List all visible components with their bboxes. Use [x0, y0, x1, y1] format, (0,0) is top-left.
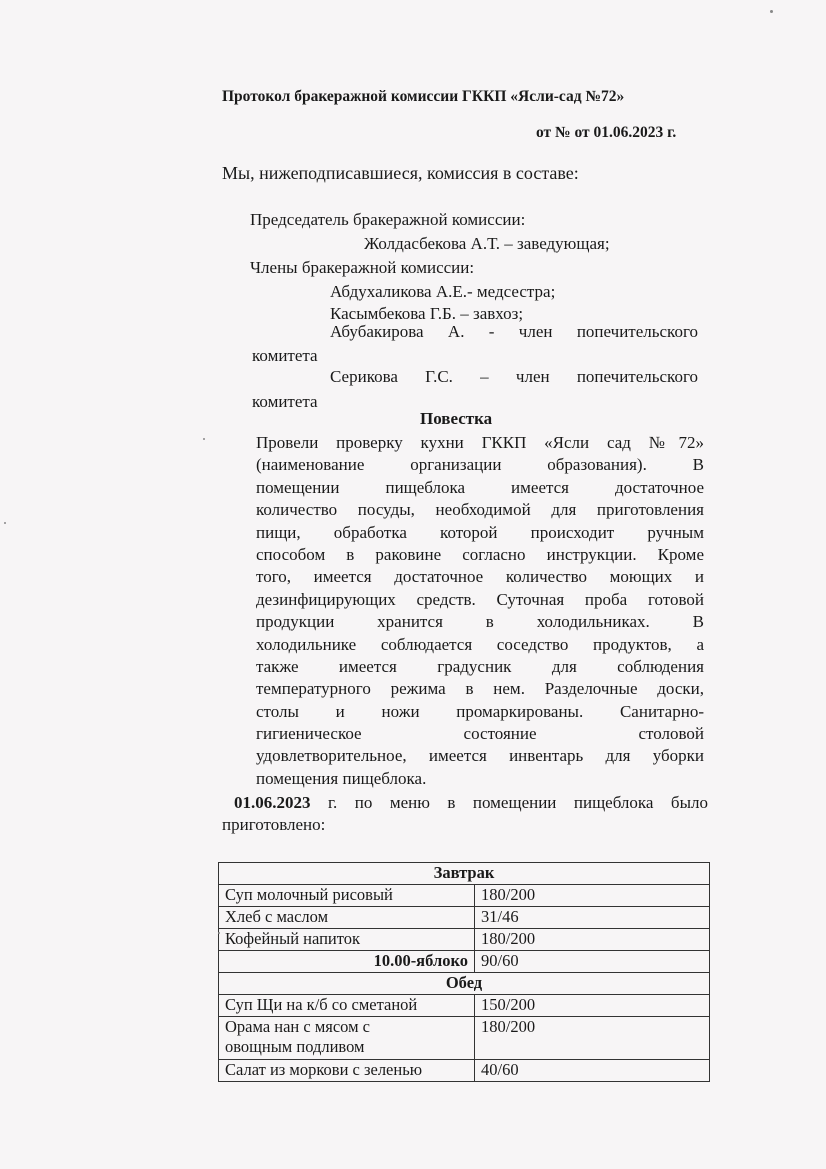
- dish-line-2: овощным подливом: [225, 1037, 365, 1056]
- members-label: Члены бракеражной комиссии:: [250, 258, 475, 277]
- agenda-line: способом в раковине согласно инструкции. Кроме: [256, 544, 704, 564]
- portion-cell: 90/60: [475, 951, 710, 973]
- intro-text: Мы, нижеподписавшиеся, комиссия в составе:: [222, 163, 579, 183]
- menu-intro-line-1: [222, 792, 708, 814]
- dish-cell: Суп Щи на к/б со сметаной: [219, 995, 475, 1017]
- agenda-line: температурного режима в нем. Разделочные доски,: [256, 679, 704, 699]
- dish-cell: Суп молочный рисовый: [219, 885, 475, 907]
- agenda-line: холодильнике соблюдается соседство продуктов, а: [256, 634, 704, 654]
- table-row: [219, 995, 710, 1017]
- dish-cell: [219, 1017, 475, 1060]
- agenda-line: количество посуды, необходимой для приготовления: [256, 500, 704, 520]
- agenda-paragraph: [256, 432, 704, 790]
- protocol-date: от № от 01.06.2023 г.: [536, 124, 677, 141]
- lunch-header: Обед: [219, 973, 710, 995]
- portion-cell: 31/46: [475, 907, 710, 929]
- chair-name: Жолдасбекова А.Т. – заведующая;: [364, 234, 610, 253]
- breakfast-header: Завтрак: [219, 863, 710, 885]
- portion-cell: 180/200: [475, 885, 710, 907]
- table-row: [219, 1060, 710, 1082]
- portion-cell: 180/200: [475, 929, 710, 951]
- table-row: [219, 885, 710, 907]
- agenda-line: того, имеется достаточное количество моющих и: [256, 567, 704, 587]
- scan-speck: [218, 932, 220, 934]
- menu-intro: [222, 792, 708, 836]
- agenda-line: дезинфицирующих средств. Суточная проба готовой: [256, 589, 704, 609]
- portion-cell: 40/60: [475, 1060, 710, 1082]
- table-row: [219, 1017, 710, 1060]
- protocol-title: Протокол бракеражной комиссии ГККП «Ясли-сад №72»: [222, 88, 625, 105]
- agenda-line: Провели проверку кухни ГККП «Ясли сад №72»: [256, 433, 704, 452]
- member-3-line-1: Абубакирова А. - член попечительского: [330, 322, 698, 341]
- table-row: [219, 973, 710, 995]
- member-4-line-2: комитета: [252, 392, 318, 411]
- portion-cell: 150/200: [475, 995, 710, 1017]
- agenda-heading: Повестка: [420, 409, 493, 428]
- dish-line-1: Орама нан с мясом с: [225, 1017, 371, 1036]
- scan-speck: [770, 10, 773, 13]
- dish-cell: Кофейный напиток: [219, 929, 475, 951]
- table-row: [219, 907, 710, 929]
- agenda-line: продукции хранится в холодильниках. В: [256, 612, 704, 632]
- menu-intro-rest: г. по меню в помещении пищеблока было: [310, 793, 708, 812]
- scan-speck: [4, 522, 6, 524]
- table-row: [219, 951, 710, 973]
- agenda-line: помещения пищеблока.: [256, 768, 427, 788]
- table-row: [219, 863, 710, 885]
- agenda-line: столы и ножи промаркированы. Санитарно-: [256, 701, 704, 721]
- agenda-line: удовлетворительное, имеется инвентарь для уборки: [256, 746, 704, 766]
- agenda-line: также имеется градусник для соблюдения: [256, 656, 704, 676]
- member-1: Абдухаликова А.Е.- медсестра;: [330, 282, 556, 301]
- member-2: Касымбекова Г.Б. – завхоз;: [330, 304, 524, 323]
- member-4-line-1: Серикова Г.С. – член попечительского: [330, 367, 698, 386]
- agenda-line: гигиеническое состояние столовой: [256, 724, 704, 744]
- chair-label: Председатель бракеражной комиссии:: [250, 210, 526, 229]
- menu-table: [218, 862, 710, 1082]
- dish-cell: Салат из моркови с зеленью: [219, 1060, 475, 1082]
- agenda-line: (наименование организации образования). В: [256, 455, 704, 475]
- table-row: [219, 929, 710, 951]
- agenda-line: пищи, обработка которой происходит ручным: [256, 522, 704, 542]
- snack-dish-cell: 10.00-яблоко: [219, 951, 475, 973]
- agenda-line: помещении пищеблока имеется достаточное: [256, 477, 704, 497]
- menu-intro-line-2: приготовлено:: [222, 815, 326, 834]
- member-3-line-2: комитета: [252, 346, 318, 365]
- menu-date: 01.06.2023: [234, 793, 311, 812]
- portion-cell: 180/200: [475, 1017, 710, 1060]
- dish-cell: Хлеб с маслом: [219, 907, 475, 929]
- scan-speck: [203, 438, 205, 440]
